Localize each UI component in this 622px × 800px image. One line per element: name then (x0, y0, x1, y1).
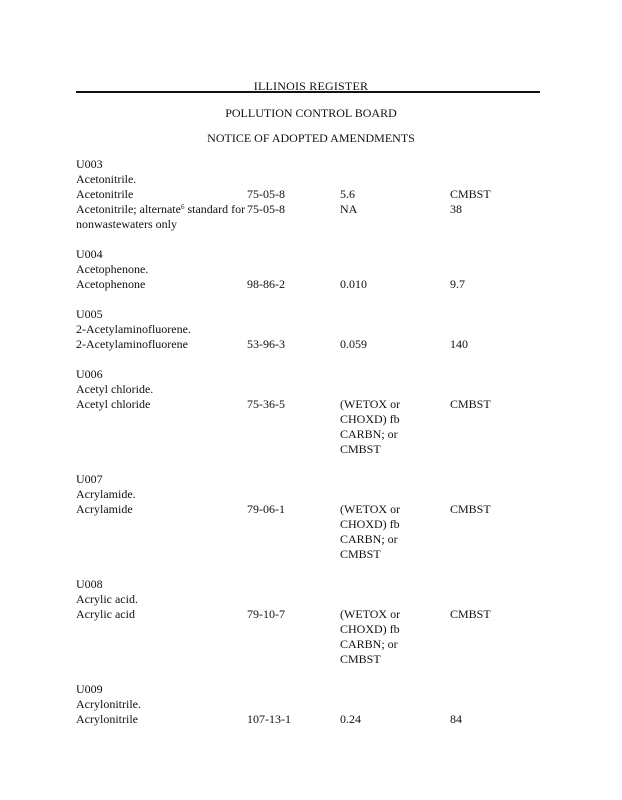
table-row (76, 502, 546, 562)
nonwastewater-standard: CMBST (450, 502, 491, 516)
table-row (76, 397, 546, 457)
constituent-name: Acetonitrile (76, 187, 134, 201)
wastewater-standard: (WETOX or CHOXD) fb CARBN; or CMBST (340, 607, 401, 666)
cas-number: 75-05-8 (247, 202, 285, 216)
cas-number: 79-06-1 (247, 502, 285, 516)
waste-code: U005 (76, 307, 103, 321)
nonwastewater-standard: 84 (450, 712, 462, 726)
constituent-name: 2-Acetylaminofluorene (76, 337, 188, 351)
nonwastewater-standard: 38 (450, 202, 462, 216)
constituent-name (76, 202, 246, 232)
waste-code: U008 (76, 577, 103, 591)
waste-code: U004 (76, 247, 103, 261)
waste-category: Acetyl chloride. (76, 382, 154, 396)
cas-number: 53-96-3 (247, 337, 285, 351)
waste-category: Acrylic acid. (76, 592, 138, 606)
waste-code: U006 (76, 367, 103, 381)
waste-code: U009 (76, 682, 103, 696)
waste-category: Acrylamide. (76, 487, 136, 501)
table-row (76, 187, 546, 202)
waste-entry-u004 (76, 247, 546, 292)
waste-category: Acetophenone. (76, 262, 149, 276)
nonwastewater-standard: 140 (450, 337, 468, 351)
waste-entry-u009 (76, 682, 546, 727)
waste-code-list (76, 157, 546, 742)
nonwastewater-standard: CMBST (450, 397, 491, 411)
nonwastewater-standard: 9.7 (450, 277, 465, 291)
waste-entry-u005 (76, 307, 546, 352)
waste-category: Acetonitrile. (76, 172, 137, 186)
waste-category: Acrylonitrile. (76, 697, 141, 711)
table-row (76, 337, 546, 352)
constituent-name-text: Acetonitrile; alternate (76, 202, 181, 216)
cas-number: 107-13-1 (247, 712, 291, 726)
wastewater-standard: 0.010 (340, 277, 367, 291)
nonwastewater-standard: CMBST (450, 187, 491, 201)
wastewater-standard: 5.6 (340, 187, 355, 201)
waste-entry-u003 (76, 157, 546, 232)
constituent-name: Acetyl chloride (76, 397, 151, 411)
constituent-name: Acrylic acid (76, 607, 135, 621)
waste-entry-u007 (76, 472, 546, 562)
waste-code: U003 (76, 157, 103, 171)
table-row (76, 277, 546, 292)
wastewater-standard: 0.059 (340, 337, 367, 351)
notice-title: NOTICE OF ADOPTED AMENDMENTS (207, 131, 415, 145)
table-row (76, 712, 546, 727)
waste-code: U007 (76, 472, 103, 486)
constituent-name: Acetophenone (76, 277, 146, 291)
constituent-name: Acrylamide (76, 502, 133, 516)
cas-number: 98-86-2 (247, 277, 285, 291)
footnote-marker: 6 (180, 203, 185, 211)
board-title: POLLUTION CONTROL BOARD (225, 106, 397, 120)
wastewater-standard: 0.24 (340, 712, 361, 726)
wastewater-standard: (WETOX or CHOXD) fb CARBN; or CMBST (340, 502, 401, 561)
constituent-name: Acrylonitrile (76, 712, 138, 726)
wastewater-standard: NA (340, 202, 358, 216)
constituent-name-rest: standard for nonwastewaters only (76, 202, 246, 231)
nonwastewater-standard: CMBST (450, 607, 491, 621)
cas-number: 75-36-5 (247, 397, 285, 411)
waste-entry-u008 (76, 577, 546, 667)
table-row (76, 607, 546, 667)
table-row (76, 202, 546, 232)
wastewater-standard: (WETOX or CHOXD) fb CARBN; or CMBST (340, 397, 401, 456)
cas-number: 75-05-8 (247, 187, 285, 201)
register-title: ILLINOIS REGISTER (253, 79, 369, 93)
waste-entry-u006 (76, 367, 546, 457)
cas-number: 79-10-7 (247, 607, 285, 621)
waste-category: 2-Acetylaminofluorene. (76, 322, 191, 336)
header-rule (76, 91, 540, 93)
